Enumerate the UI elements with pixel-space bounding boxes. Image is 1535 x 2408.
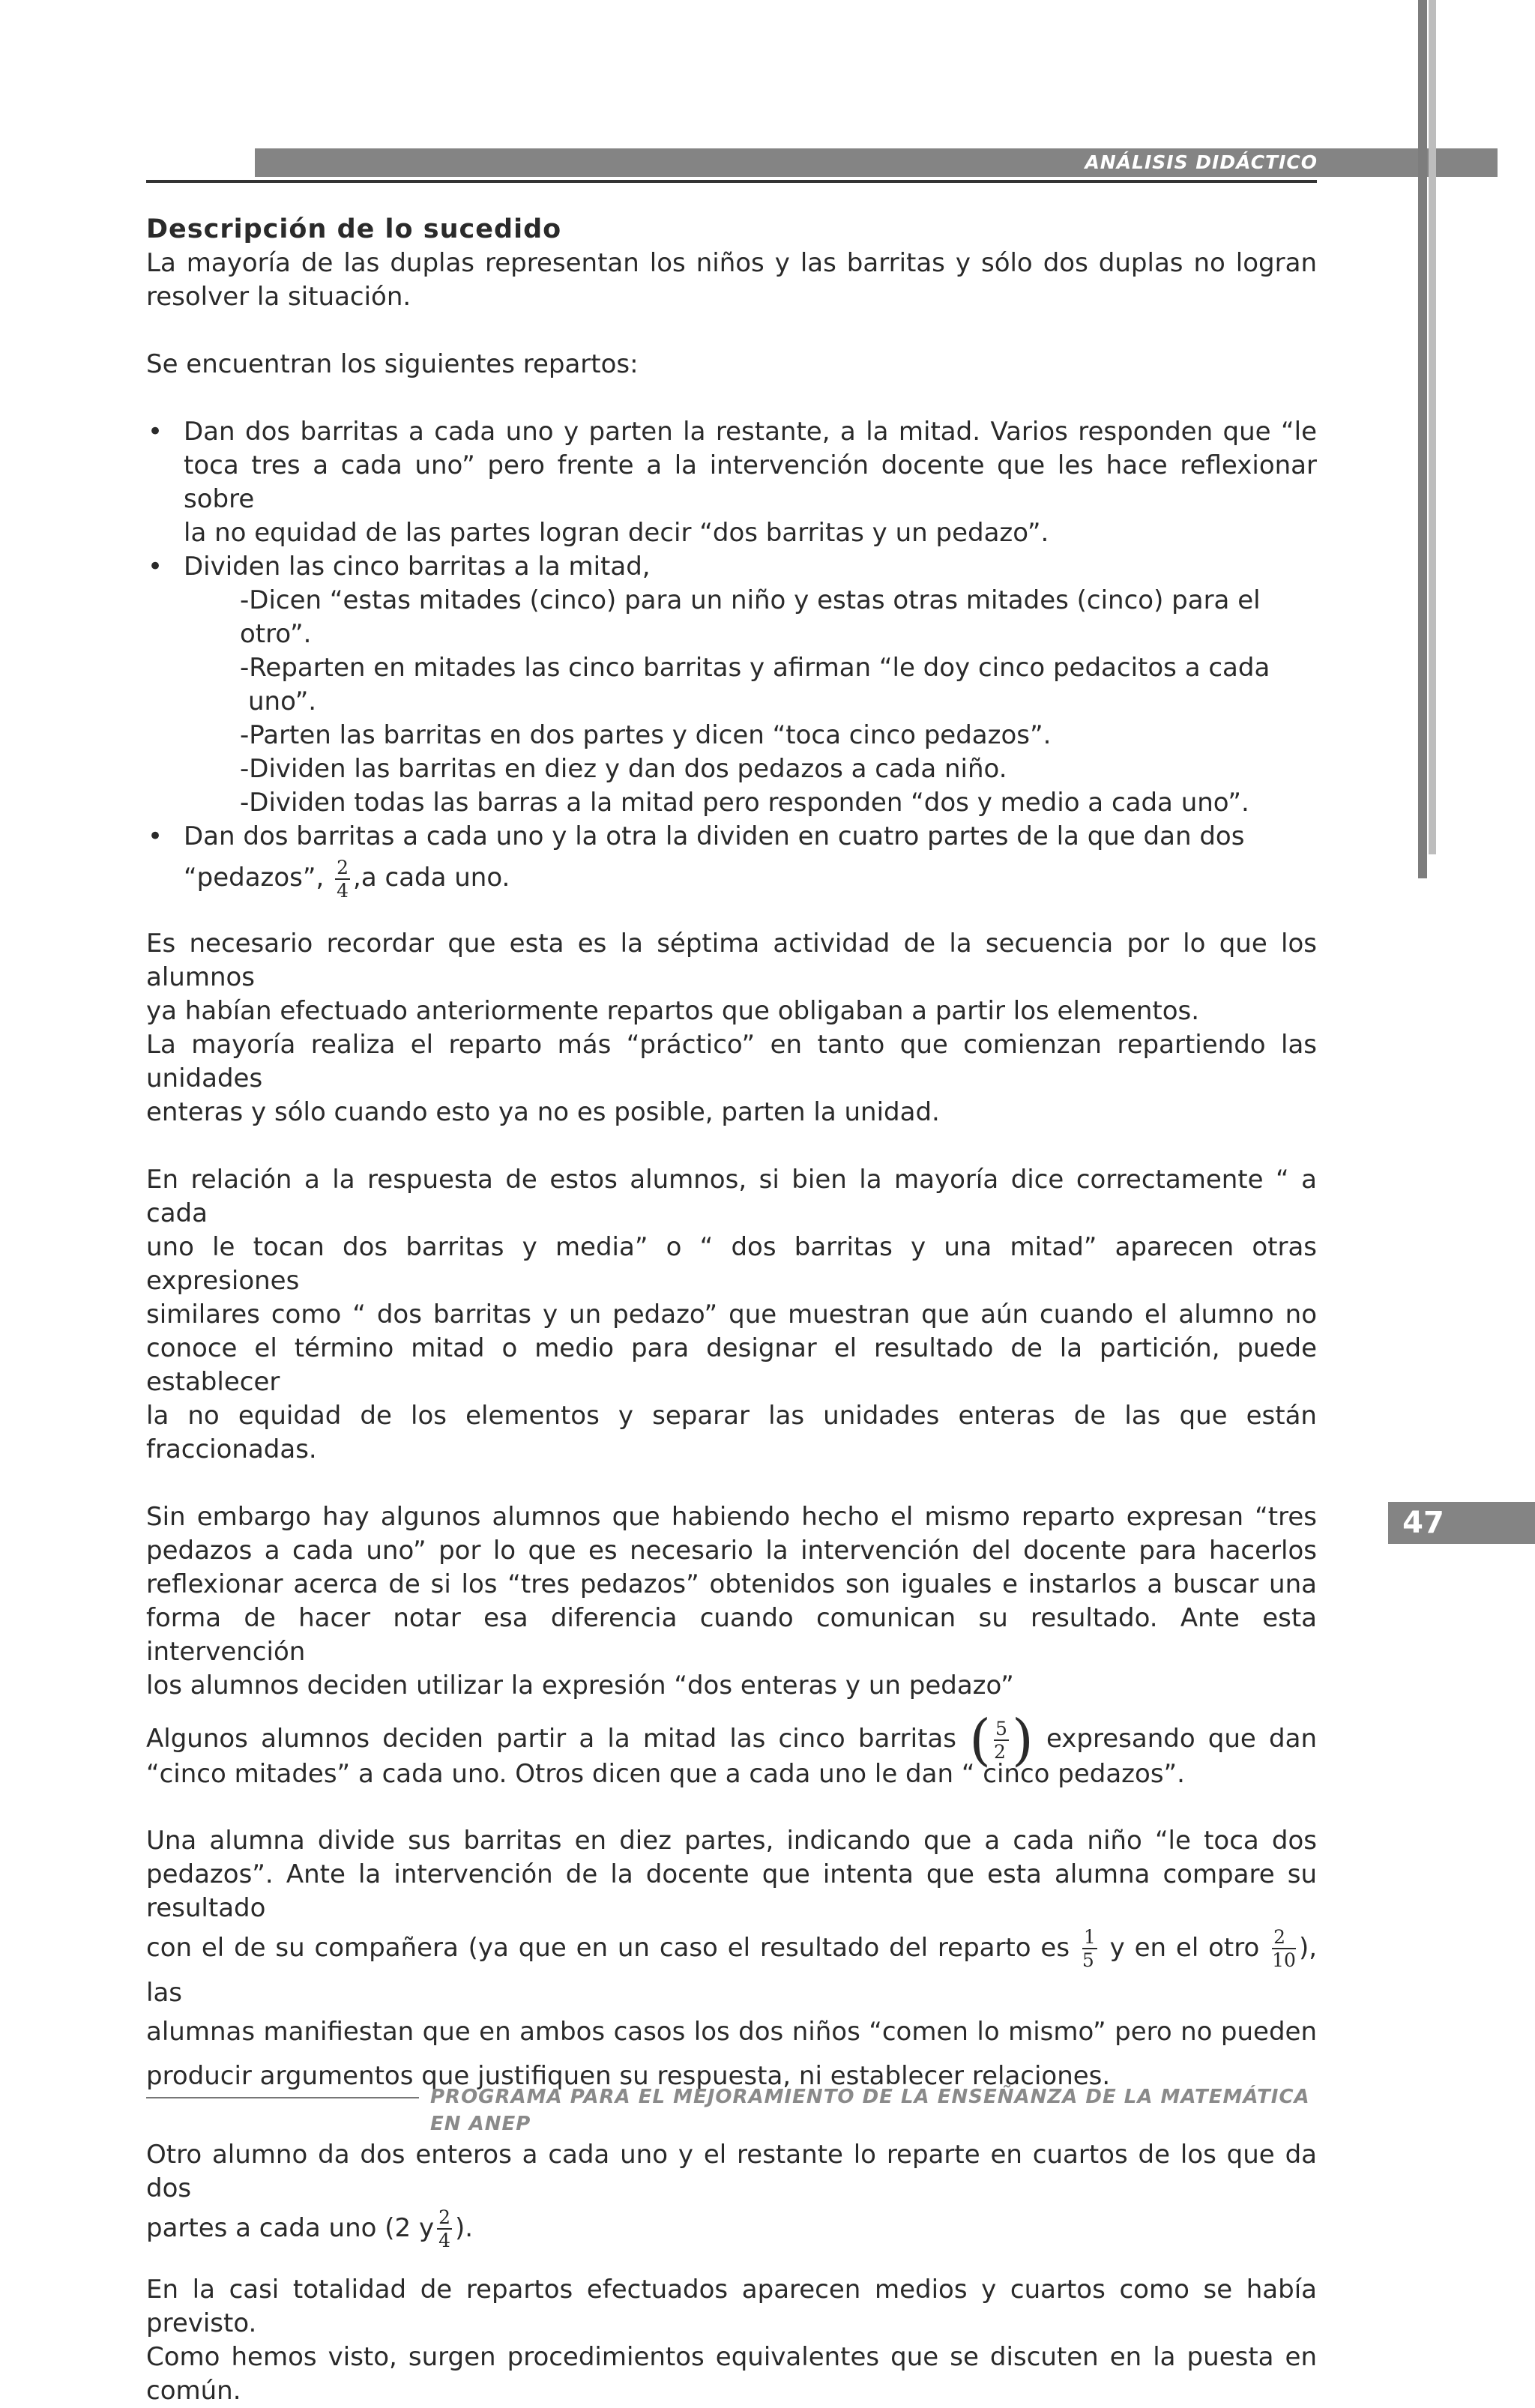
paragraph-line: “cinco mitades” a cada uno. Otros dicen que a cada uno le dan “ cinco pedazos”. xyxy=(146,1758,1185,1789)
paragraph-line: En la casi totalidad de repartos efectuados aparecen medios y cuartos como se había previsto. xyxy=(146,2274,1317,2338)
bullet-line: Dan dos barritas a cada uno y la otra la dividen en cuatro partes de la que dan dos xyxy=(184,821,1245,851)
paragraph-line-with-fraction xyxy=(146,2206,1317,2251)
footer-program-title: PROGRAMA PARA EL MEJORAMIENTO DE LA ENSEÑANZA DE LA MATEMÁTICA EN ANEP xyxy=(430,2086,1310,2135)
header-rule xyxy=(146,180,1317,183)
sub-item: -Parten las barritas en dos partes y dicen “toca cinco pedazos”. xyxy=(240,720,1052,750)
fraction-numerator: 5 xyxy=(995,1717,1007,1739)
paragraph-line: conoce el término mitad o medio para designar el resultado de la partición, puede establecer xyxy=(146,1333,1317,1397)
paragraph-line: Otro alumno da dos enteros a cada uno y el restante lo reparte en cuartos de los que da dos xyxy=(146,2139,1317,2203)
close-paren: ) xyxy=(1011,1707,1034,1772)
paragraph-line: los alumnos deciden utilizar la expresión “dos enteras y un pedazo” xyxy=(146,1671,1014,1701)
paragraph-line: En relación a la respuesta de estos alumnos, si bien la mayoría dice correctamente “ a cada xyxy=(146,1165,1317,1228)
paragraph-line: reflexionar acerca de si los “tres pedazos” obtenidos son iguales e instarlos a buscar una xyxy=(146,1569,1317,1599)
paragraph-text: partes a cada uno (2 y xyxy=(146,2212,435,2243)
paragraph-text: ), las xyxy=(146,1932,1318,2008)
paragraph-6 xyxy=(146,2138,1317,2251)
fraction-two-quarters xyxy=(335,858,350,900)
paragraph-2 xyxy=(146,1163,1317,1467)
paragraph-line: pedazos a cada uno” por lo que es necesario la intervención del docente para hacerlos xyxy=(146,1536,1317,1566)
section-title: ANÁLISIS DIDÁCTICO xyxy=(1085,151,1318,173)
fraction-two-tenths xyxy=(1272,1928,1296,1970)
paragraph-text: con el de su compañera (ya que en un caso el resultado del reparto es xyxy=(146,1932,1070,1963)
paragraph-text: y en el otro xyxy=(1109,1932,1260,1963)
paragraph-4 xyxy=(146,1707,1317,1791)
paragraph-line-with-fractions xyxy=(146,1925,1317,2015)
open-paren: ( xyxy=(969,1707,992,1772)
fraction-five-halves xyxy=(994,1719,1009,1761)
lead-text: Se encuentran los siguientes repartos: xyxy=(146,349,639,379)
sub-item: -Dividen todas las barras a la mitad pero responden “dos y medio a cada uno”. xyxy=(240,788,1249,818)
sub-item: uno”. xyxy=(248,687,317,716)
paragraph-line: pedazos”. Ante la intervención de la docente que intenta que esta alumna compare su resultado xyxy=(146,1859,1317,1923)
bullet-item-2 xyxy=(146,550,1317,820)
fraction-one-fifth xyxy=(1082,1928,1097,1970)
paragraph-5 xyxy=(146,1824,1317,2093)
paragraph-3 xyxy=(146,1500,1317,1703)
fraction-numerator: 1 xyxy=(1083,1926,1096,1948)
bullet-dot: • xyxy=(148,552,163,582)
fraction-two-quarters xyxy=(437,2208,452,2250)
intro-line: La mayoría de las duplas representan los niños y las barritas y sólo dos duplas no logran xyxy=(146,248,1317,278)
side-bar-light xyxy=(1429,0,1436,854)
paragraph-line: Una alumna divide sus barritas en diez partes, indicando que a cada niño “le toca dos xyxy=(146,1825,1317,1856)
paren-fraction-five-halves xyxy=(969,1707,1034,1772)
page-content xyxy=(146,213,1317,2408)
paragraph-line: Es necesario recordar que esta es la séptima actividad de la secuencia por lo que los alumnos xyxy=(146,929,1317,992)
bullet-line: toca tres a cada uno” pero frente a la intervención docente que les hace reflexionar sobre xyxy=(184,450,1317,514)
paragraph-line: Como hemos visto, surgen procedimientos equivalentes que se discuten en la puesta en común. xyxy=(146,2341,1317,2406)
paragraph-7 xyxy=(146,2273,1317,2408)
fraction-numerator: 2 xyxy=(1272,1928,1296,1949)
fraction-denominator: 4 xyxy=(337,879,349,902)
sub-item: -Dividen las barritas en diez y dan dos pedazos a cada niño. xyxy=(240,754,1007,784)
sub-item: -Dicen “estas mitades (cinco) para un niño y estas otras mitades (cinco) para el otro”. xyxy=(240,585,1261,649)
bullet-text: “pedazos”, xyxy=(184,863,325,893)
bullet-line-with-fraction xyxy=(184,854,1317,902)
paragraph-1 xyxy=(146,927,1317,1129)
intro-line: resolver la situación. xyxy=(146,282,411,312)
section-heading: Descripción de lo sucedido xyxy=(146,214,562,244)
bullet-item-1 xyxy=(146,415,1317,550)
bullet-line: Dividen las cinco barritas a la mitad, xyxy=(184,552,651,582)
paragraph-line: alumnas manifiestan que en ambos casos los dos niños “comen lo mismo” pero no pueden xyxy=(146,2016,1317,2047)
paragraph-line: forma de hacer notar esa diferencia cuando comunican su resultado. Ante esta intervención xyxy=(146,1603,1317,1667)
sub-item: -Reparten en mitades las cinco barritas y afirman “le doy cinco pedacitos a cada xyxy=(240,653,1270,683)
bullet-item-3 xyxy=(146,820,1317,902)
bullet-dot: • xyxy=(148,821,163,851)
fraction-numerator: 2 xyxy=(337,856,349,878)
paragraph-line: enteras y sólo cuando esto ya no es posible, parten la unidad. xyxy=(146,1097,940,1127)
paragraph-text: expresando que dan xyxy=(1046,1724,1317,1754)
fraction-denominator: 2 xyxy=(994,1740,1006,1763)
bullet-line: la no equidad de las partes logran decir “dos barritas y un pedazo”. xyxy=(184,518,1049,548)
fraction-denominator: 5 xyxy=(1082,1949,1094,1971)
paragraph-line: uno le tocan dos barritas y media” o “ dos barritas y una mitad” aparecen otras expresiones xyxy=(146,1232,1317,1296)
page-number: 47 xyxy=(1402,1506,1444,1540)
bullet-dot: • xyxy=(148,417,163,447)
paragraph-text: Algunos alumnos deciden partir a la mitad las cinco barritas xyxy=(146,1724,956,1754)
side-bar-dark xyxy=(1418,0,1427,878)
paragraph-line: Sin embargo hay algunos alumnos que habiendo hecho el mismo reparto expresan “tres xyxy=(146,1502,1317,1532)
bullet-line: Dan dos barritas a cada uno y parten la restante, a la mitad. Varios responden que “le xyxy=(184,417,1317,447)
paragraph-line: producir argumentos que justifiquen su respuesta, ni establecer relaciones. xyxy=(146,2060,1111,2091)
footer-rule xyxy=(146,2097,419,2098)
fraction-denominator: 10 xyxy=(1272,1949,1296,1971)
paragraph-line: La mayoría realiza el reparto más “práctico” en tanto que comienzan repartiendo las unidades xyxy=(146,1030,1317,1093)
paragraph-line: la no equidad de los elementos y separar las unidades enteras de las que están fraccionadas. xyxy=(146,1401,1317,1464)
paragraph-text: ). xyxy=(455,2212,474,2243)
bullet-text: ,a cada uno. xyxy=(353,863,510,893)
fraction-denominator: 4 xyxy=(438,2230,450,2251)
paragraph-line: similares como “ dos barritas y un pedazo” que muestran que aún cuando el alumno no xyxy=(146,1300,1317,1330)
paragraph-line: ya habían efectuado anteriormente repartos que obligaban a partir los elementos. xyxy=(146,996,1200,1026)
fraction-numerator: 2 xyxy=(438,2206,450,2228)
